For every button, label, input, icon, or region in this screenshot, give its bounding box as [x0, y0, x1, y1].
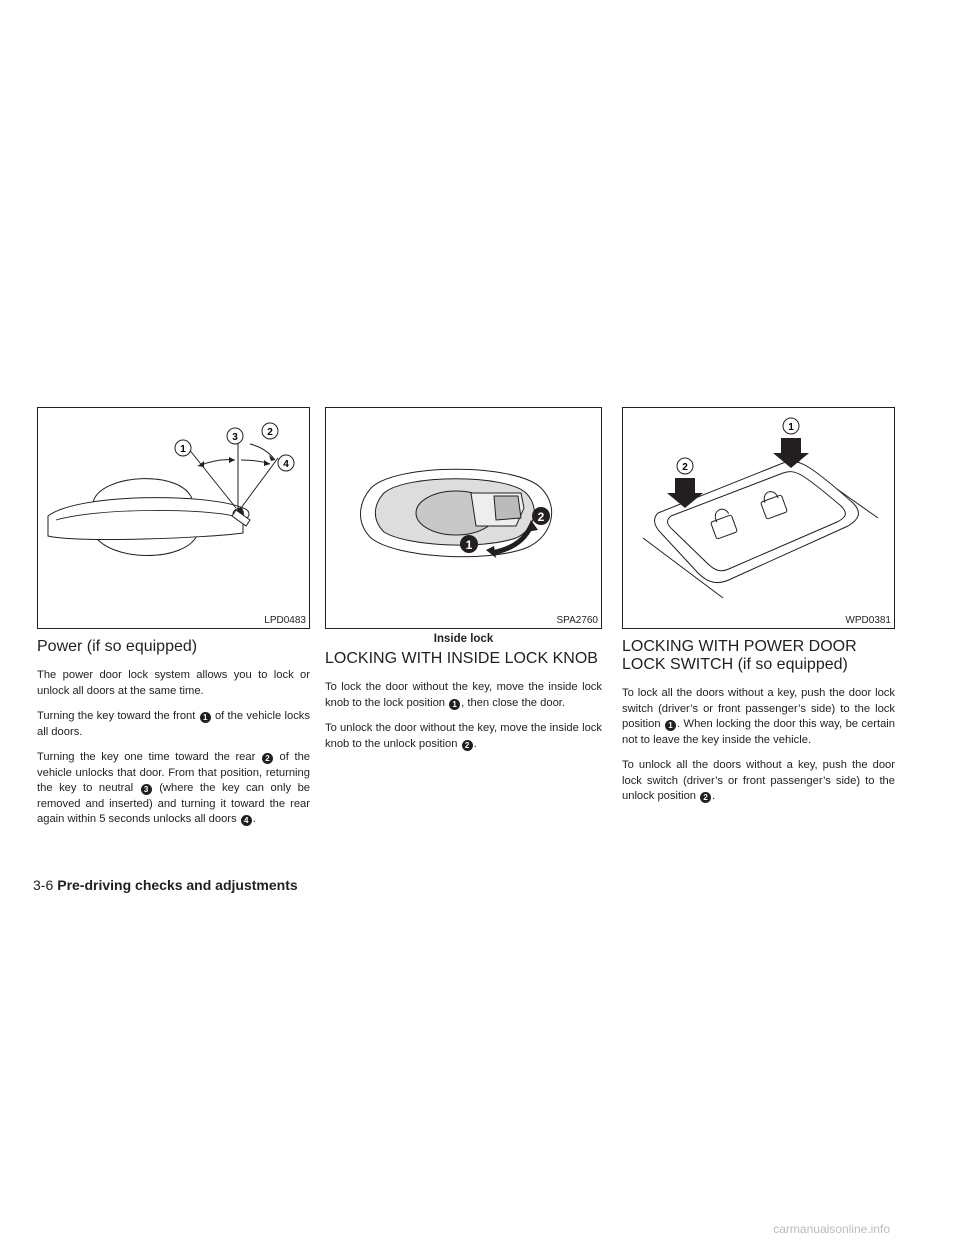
text: of the vehicle unlocks that door. From that position, returning the key to neutral: [37, 751, 311, 794]
text: To unlock the door without the key, move the inside lock knob to the unlock position: [325, 722, 602, 750]
callout-4-icon: [278, 455, 294, 471]
paragraph: [622, 758, 895, 805]
column-inside-lock: [325, 650, 602, 762]
text: To unlock all the doors without a key, push the door lock switch (driver’s or front passenger’s side) to the unlock position: [622, 759, 895, 802]
figure-power-lock-switch: [622, 407, 895, 629]
svg-text:2: 2: [267, 427, 273, 438]
callout-3-icon: 3: [141, 784, 152, 795]
page-number: 3-6: [33, 877, 54, 893]
column-power-switch: [622, 638, 895, 815]
callout-2-icon: [532, 507, 550, 525]
svg-text:3: 3: [232, 432, 238, 443]
section-title: Pre-driving checks and adjustments: [57, 877, 298, 893]
text: of the vehicle locks all doors.: [37, 710, 310, 738]
watermark: carmanualsonline.info: [773, 1222, 890, 1236]
svg-text:4: 4: [283, 459, 289, 470]
figure-code: SPA2760: [556, 615, 598, 626]
page-footer: [33, 877, 298, 893]
callout-1-icon: [175, 440, 191, 456]
svg-text:1: 1: [465, 538, 473, 552]
svg-text:1: 1: [180, 444, 186, 455]
text: (where the key can only be removed and inserted) and turning it toward the rear again within 5 seconds unlocks all doors: [37, 782, 311, 825]
callout-2-icon: [262, 423, 278, 439]
callout-1-icon: 1: [449, 699, 460, 710]
inside-lock-illustration: [326, 408, 601, 628]
figure-code: LPD0483: [264, 615, 306, 626]
paragraph: [325, 680, 602, 711]
paragraph: [37, 709, 310, 740]
section-heading: Power (if so equipped): [37, 638, 198, 655]
text: .: [473, 737, 477, 750]
text: , then close the door.: [461, 696, 566, 709]
text: . When locking the door this way, be certain not to leave the key inside the vehicle.: [622, 718, 896, 746]
paragraph: [37, 750, 310, 828]
svg-text:2: 2: [682, 462, 688, 473]
callout-2-icon: 2: [262, 753, 273, 764]
text: .: [252, 813, 256, 825]
text: To lock the door without the key, move the inside lock knob to the lock position: [325, 681, 602, 709]
figure-caption: Inside lock: [433, 633, 494, 645]
text: .: [712, 790, 716, 802]
paragraph: The power door lock system allows you to lock or unlock all doors at the same time.: [37, 669, 310, 697]
callout-2-icon: 2: [700, 792, 711, 803]
paragraph: [622, 686, 895, 748]
figure-code: WPD0381: [845, 615, 891, 626]
callout-1-icon: [783, 418, 799, 434]
section-heading: LOCKING WITH POWER DOOR LOCK SWITCH (if so equipped): [622, 638, 857, 673]
callout-2-icon: 2: [462, 740, 473, 751]
callout-4-icon: 4: [241, 815, 252, 826]
callout-2-icon: [677, 458, 693, 474]
callout-1-icon: 1: [665, 720, 676, 731]
text: Turning the key one time toward the rear: [37, 751, 256, 763]
power-lock-switch-illustration: [623, 408, 894, 628]
figure-inside-lock: [325, 407, 602, 629]
callout-1-icon: 1: [200, 712, 211, 723]
text: To lock all the doors without a key, push the door lock switch (driver’s or front passenger’s side) to the lock position: [622, 687, 895, 730]
svg-text:2: 2: [537, 510, 545, 524]
callout-3-icon: [227, 428, 243, 444]
paragraph: [325, 721, 602, 752]
door-handle-illustration: [38, 408, 309, 628]
callout-1-icon: [460, 535, 478, 553]
svg-text:1: 1: [788, 422, 794, 433]
column-power-lock: [37, 638, 310, 838]
figure-door-handle-key: [37, 407, 310, 629]
text: Turning the key toward the front: [37, 710, 196, 722]
section-heading: LOCKING WITH INSIDE LOCK KNOB: [325, 650, 598, 667]
